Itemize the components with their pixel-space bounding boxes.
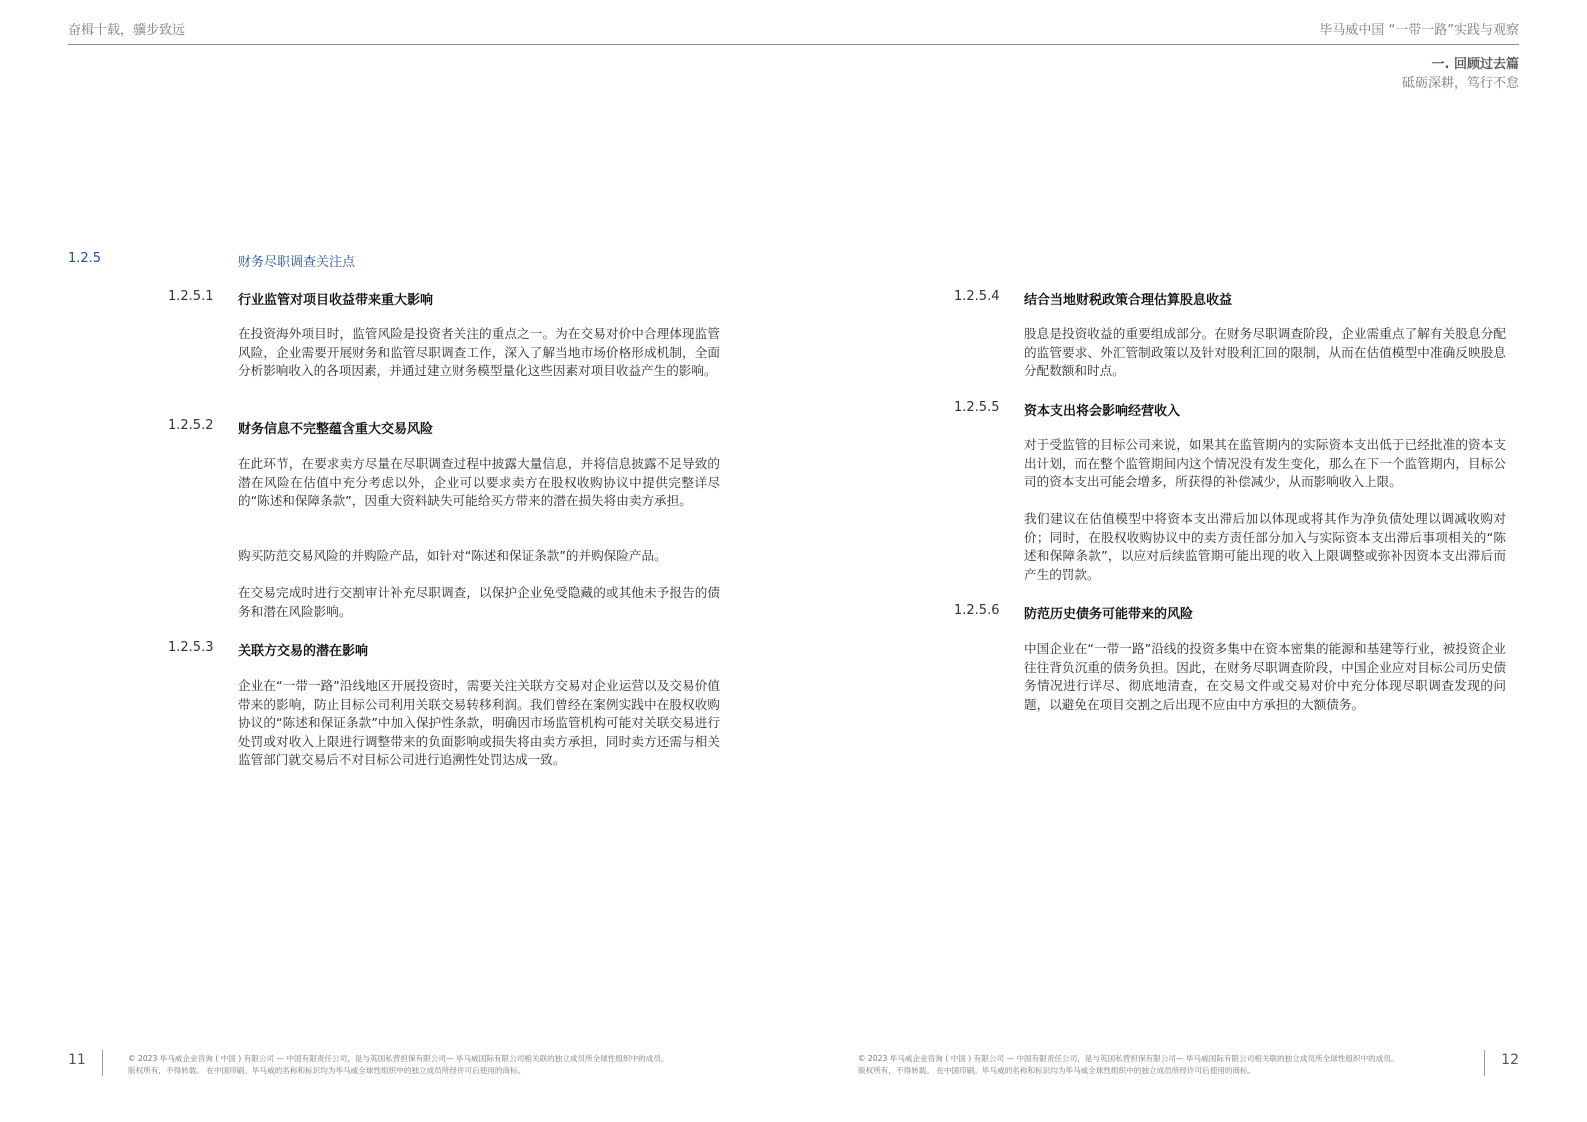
page-number-right: 12: [1501, 1052, 1519, 1068]
subsection-title: 结合当地财税政策合理估算股息收益: [1024, 293, 1233, 308]
footer-copyright-left: [128, 1053, 728, 1077]
subsection-number: 1.2.5.2: [168, 418, 214, 433]
subsection-number: 1.2.5.6: [954, 603, 1000, 618]
subsection-title: 行业监管对项目收益带来重大影响: [238, 293, 434, 308]
subsection-number: 1.2.5.3: [168, 640, 214, 655]
subsection-title: 资本支出将会影响经营收入: [1024, 404, 1181, 419]
section-number: 1.2.5: [68, 251, 102, 266]
copyright-line-2: 版权所有，不得转载。 在中国印刷。毕马威的名称和标识均为毕马威全球性组织中的独立成员所经许可后使用的商标。: [128, 1066, 526, 1075]
paragraph: 购买防范交易风险的并购险产品，如针对“陈述和保证条款”的并购保险产品。: [238, 548, 667, 563]
footer-divider-right: [1484, 1050, 1485, 1076]
copyright-line-2: 版权所有，不得转载。 在中国印刷。毕马威的名称和标识均为毕马威全球性组织中的独立成员所经许可后使用的商标。: [858, 1066, 1256, 1075]
subsection-title: 防范历史债务可能带来的风险: [1024, 607, 1194, 622]
paragraph: 企业在“一带一路”沿线地区开展投资时，需要关注关联方交易对企业运营以及交易价值带来的影响，防止目标公司利用关联交易转移利润。我们曾经在案例实践中在股权收购协议的“陈述和保证条款”中加入保护性条款，明确因市场监管机构可能对关联交易进行处罚或对收入上限进行调整带来的负面影响或损失将由卖方承担，同时卖方还需与相关监管部门就交易后不对目标公司进行追溯性处罚达成一致。: [238, 678, 720, 768]
paragraph: 在投资海外项目时，监管风险是投资者关注的重点之一。为在交易对价中合理体现监管风险，企业需要开展财务和监管尽职调查工作，深入了解当地市场价格形成机制，全面分析影响收入的各项因素，并通过建立财务模型量化这些因素对项目收益产生的影响。: [238, 326, 720, 379]
subsection-number: 1.2.5.5: [954, 400, 1000, 415]
paragraph: 对于受监管的目标公司来说，如果其在监管期内的实际资本支出低于已经批准的资本支出计划，而在整个监管期间内这个情况没有发生变化，那么在下一个监管期内，目标公司的资本支出可能会增多，所获得的补偿减少，从而影响收入上限。: [1024, 437, 1506, 490]
header-divider: [68, 44, 1519, 45]
chapter-title: 一. 回顾过去篇: [1431, 57, 1519, 72]
footer-divider-left: [102, 1050, 103, 1076]
subsection-title: 关联方交易的潜在影响: [238, 644, 369, 659]
subsection-number: 1.2.5.1: [168, 289, 214, 304]
copyright-line-1: © 2023 毕马威企业咨询 ( 中国 ) 有限公司 — 中国有限责任公司，是与英国私营担保有限公司— 毕马威国际有限公司相关联的独立成员所全球性组织中的成员。: [128, 1054, 669, 1063]
section-title: 财务尽职调查关注点: [238, 255, 356, 270]
paragraph: 我们建议在估值模型中将资本支出滞后加以体现或将其作为净负债处理以调减收购对价；同时，在股权收购协议中的卖方责任部分加入与实际资本支出滞后事项相关的“陈述和保障条款”，以应对后续监管期可能出现的收入上限调整或弥补因资本支出滞后而产生的罚款。: [1024, 511, 1506, 582]
copyright-line-1: © 2023 毕马威企业咨询 ( 中国 ) 有限公司 — 中国有限责任公司，是与英国私营担保有限公司— 毕马威国际有限公司相关联的独立成员所全球性组织中的成员。: [858, 1054, 1399, 1063]
subsection-number: 1.2.5.4: [954, 289, 1000, 304]
subsection-title: 财务信息不完整蕴含重大交易风险: [238, 422, 434, 437]
paragraph: 在交易完成时进行交割审计补充尽职调查，以保护企业免受隐藏的或其他未予报告的债务和潜在风险影响。: [238, 585, 720, 619]
page-number-left: 11: [68, 1052, 86, 1068]
paragraph: 中国企业在“一带一路”沿线的投资多集中在资本密集的能源和基建等行业，被投资企业往往背负沉重的债务负担。因此，在财务尽职调查阶段，中国企业应对目标公司历史债务情况进行详尽、彻底地清查，在交易文件或交易对价中充分体现尽职调查发现的问题，以避免在项目交割之后出现不应由中方承担的大额债务。: [1024, 641, 1506, 712]
chapter-subtitle: 砥砺深耕，笃行不怠: [1401, 76, 1519, 91]
paragraph: 在此环节，在要求卖方尽量在尽职调查过程中披露大量信息，并将信息披露不足导致的潜在风险在估值中充分考虑以外，企业可以要求卖方在股权收购协议中提供完整详尽的“陈述和保障条款”，因重大资料缺失可能给买方带来的潜在损失将由卖方承担。: [238, 456, 720, 509]
header-right-title: 毕马威中国 “一带一路”实践与观察: [1319, 23, 1519, 38]
paragraph: 股息是投资收益的重要组成部分。在财务尽职调查阶段，企业需重点了解有关股息分配的监管要求、外汇管制政策以及针对股利汇回的限制，从而在估值模型中准确反映股息分配数额和时点。: [1024, 326, 1506, 379]
header-left-title: 奋楫十载，骥步致远: [68, 23, 186, 38]
footer-copyright-right: [858, 1053, 1458, 1077]
